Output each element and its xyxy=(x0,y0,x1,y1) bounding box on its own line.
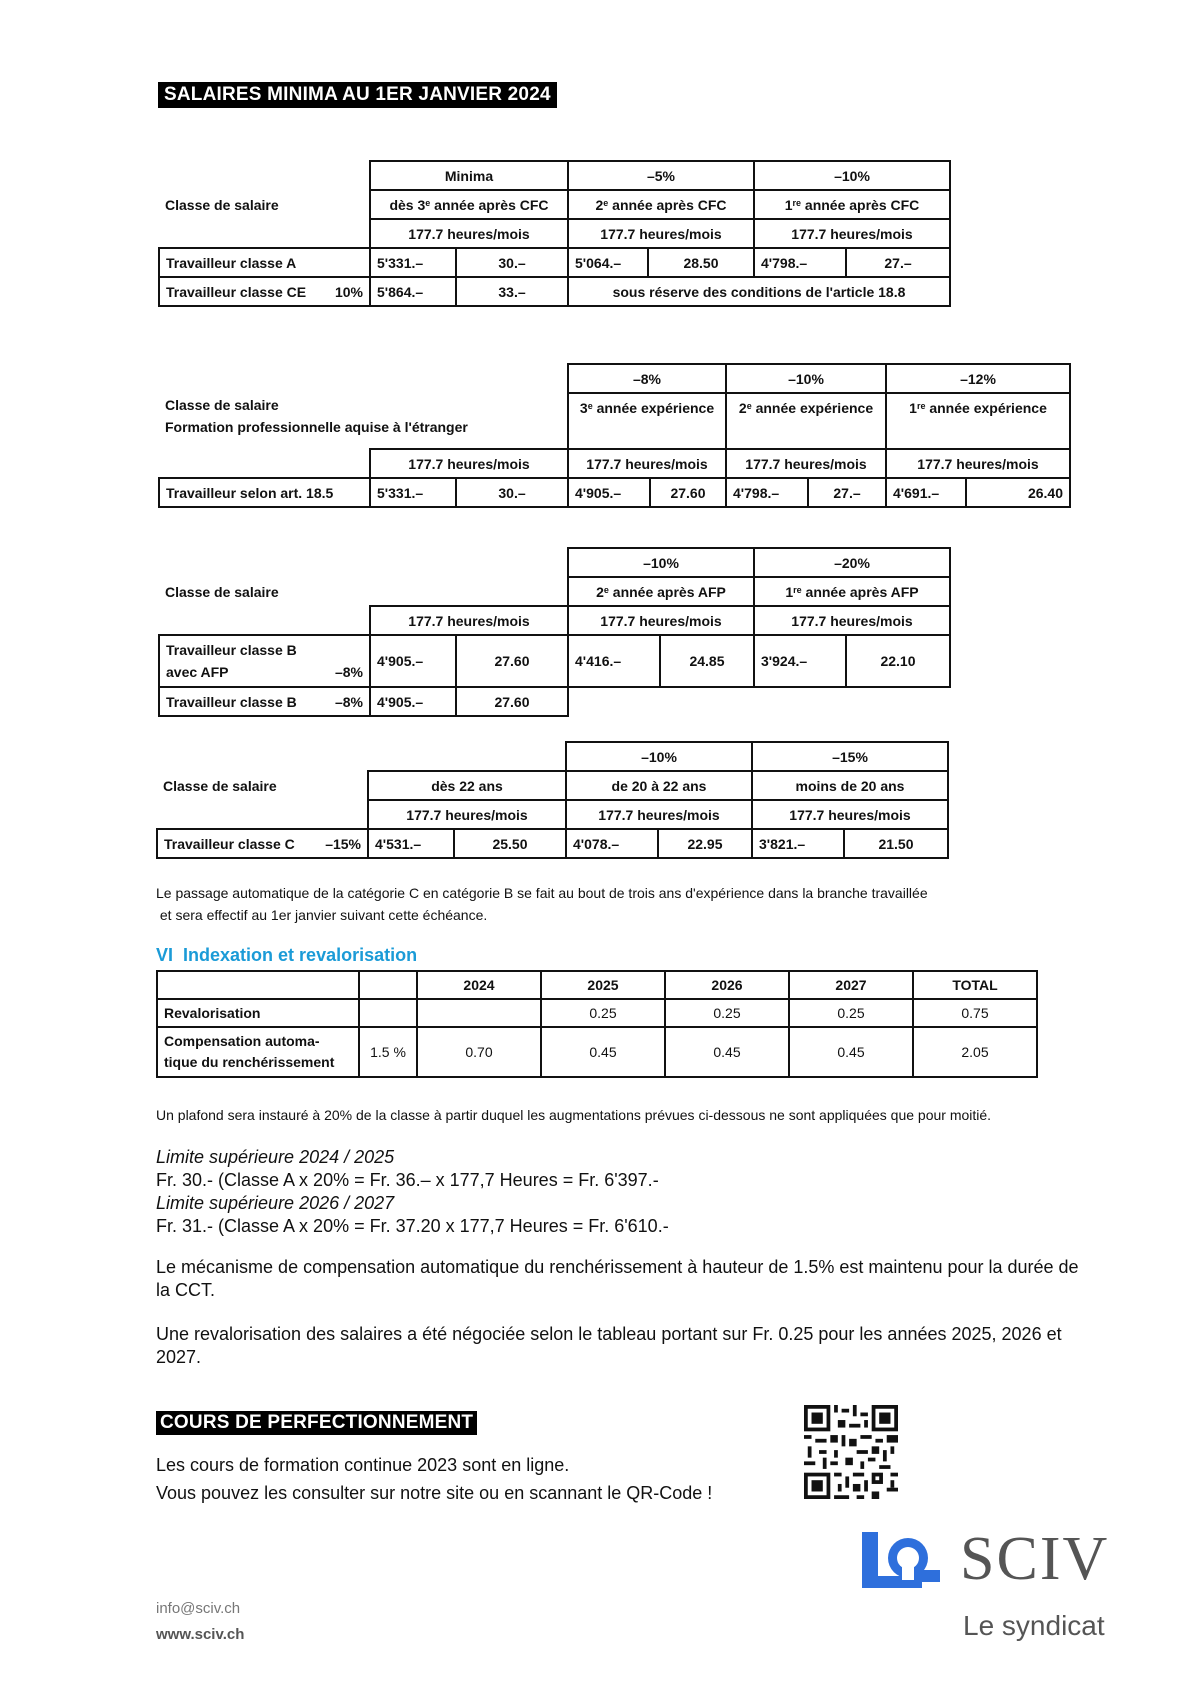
header-minus10: –10% xyxy=(754,161,950,190)
table-row: Travailleur classe A 5'331.– 30.– 5'064.– 28.50 4'798.– 27.– xyxy=(159,248,950,277)
table-class-c: –10% –15% Classe de salaire dès 22 ans de 20 à 22 ans moins de 20 ans 177.7 heures/mois 177.7 heures/mois 177.7 heures/mois Travailleur classe C –15% 4'531.– 25.50 4'078.– 22.95 3'821.– 21.50 xyxy=(156,741,949,859)
header-minus15: –15% xyxy=(752,742,948,771)
qr-code-icon[interactable] xyxy=(804,1405,898,1499)
hours-cell: 177.7 heures/mois xyxy=(370,449,568,478)
hours-cell: 177.7 heures/mois xyxy=(568,449,726,478)
header-minima: Minima xyxy=(370,161,568,190)
hours-cell: 177.7 heures/mois xyxy=(370,219,568,248)
table-row: Travailleur classe B –8% 4'905.– 27.60 xyxy=(159,687,950,716)
logo-subtitle: Le syndicat xyxy=(963,1610,1105,1641)
row-label: Travailleur classe B avec AFP –8% xyxy=(159,635,370,687)
row-label: Travailleur classe B –8% xyxy=(159,687,370,716)
hours-cell: 177.7 heures/mois xyxy=(754,219,950,248)
sub-header-2e: 2e année après CFC xyxy=(568,190,754,219)
sub-header-3e: dès 3e année après CFC xyxy=(370,190,568,219)
header-minus10: –10% xyxy=(566,742,752,771)
row-label: Travailleur classe C –15% xyxy=(157,829,368,858)
header-minus20: –20% xyxy=(754,548,950,577)
header-minus10: –10% xyxy=(726,364,886,393)
footer-website[interactable]: www.sciv.ch xyxy=(156,1626,245,1643)
cours-text: Les cours de formation continue 2023 sont en ligne. Vous pouvez les consulter sur notre site ou en scannant le QR-Code ! xyxy=(156,1455,713,1503)
table-row: Compensation automa- tique du renchérissement 1.5 % 0.70 0.45 0.45 0.45 2.05 xyxy=(157,1027,1037,1077)
paragraph-compensation: Le mécanisme de compensation automatique du renchérissement à hauteur de 1.5% est maintenu pour la durée de la CCT. xyxy=(156,1257,1079,1300)
sciv-logo-icon xyxy=(862,1532,940,1596)
hours-cell: 177.7 heures/mois xyxy=(754,606,950,635)
header-minus10: –10% xyxy=(568,548,754,577)
logo-name: SCIV xyxy=(960,1525,1110,1593)
table-row: Travailleur classe C –15% 4'531.– 25.50 4'078.– 22.95 3'821.– 21.50 xyxy=(157,829,948,858)
section-vi-heading: VI Indexation et revalorisation xyxy=(156,945,418,965)
row-label: Travailleur selon art. 18.5 xyxy=(159,478,370,507)
row-label: Travailleur classe A xyxy=(159,248,370,277)
hours-cell: 177.7 heures/mois xyxy=(566,800,752,829)
table-foreign-training: –8% –10% –12% Classe de salaire Formation professionnelle aquise à l'étranger 3e année expérience 2e année expérience 1re année expérience 177.7 heures/mois 177.7 heures/mois 177.7 heures/mois 177.7 heures/mois Travailleur selon art. 18.5 5'331.– 30.– 4'905.– 27.60 4'798.– 27.– 4'691.– 26.40 xyxy=(158,363,1071,508)
class-label: Classe de salaire xyxy=(165,583,279,600)
page-title: SALAIRES MINIMA AU 1ER JANVIER 2024 xyxy=(158,82,557,108)
hours-cell: 177.7 heures/mois xyxy=(726,449,886,478)
paragraph-revalorisation: Une revalorisation des salaires a été négociée selon le tableau portant sur Fr. 0.25 pour les années 2025, 2026 et 2027. xyxy=(156,1324,1062,1367)
table-row: Revalorisation 0.25 0.25 0.25 0.75 xyxy=(157,999,1037,1027)
table-class-b: –10% –20% Classe de salaire 2e année après AFP 1re année après AFP 177.7 heures/mois 177.7 heures/mois 177.7 heures/mois Travailleur classe B avec AFP –8% 4'905.– 27.60 4'416.– 24.85 3'924.– 22.10 Travailleur classe B –8% 4'905.– 27.60 xyxy=(158,547,951,717)
table-row: Travailleur selon art. 18.5 5'331.– 30.– 4'905.– 27.60 4'798.– 27.– 4'691.– 26.40 xyxy=(159,478,1070,507)
hours-cell: 177.7 heures/mois xyxy=(886,449,1070,478)
class-label: Classe de salaire Formation professionnelle aquise à l'étranger xyxy=(165,397,468,435)
conditions-note: sous réserve des conditions de l'article 18.8 xyxy=(568,277,950,306)
table-row: Travailleur classe B avec AFP –8% 4'905.– 27.60 4'416.– 24.85 3'924.– 22.10 xyxy=(159,635,950,687)
hours-cell: 177.7 heures/mois xyxy=(568,219,754,248)
hours-cell: 177.7 heures/mois xyxy=(752,800,948,829)
class-label: Classe de salaire xyxy=(165,196,279,213)
note-class-c: Le passage automatique de la catégorie C en catégorie B se fait au bout de trois ans d'expérience dans la branche travaillée et sera effectif au 1er janvier suivant cette échéance. xyxy=(156,885,928,923)
limits-block: Limite supérieure 2024 / 2025 Fr. 30.- (Classe A x 20% = Fr. 36.– x 177,7 Heures = Fr. 6'397.- Limite supérieure 2026 / 2027 Fr. 31.- (Classe A x 20% = Fr. 37.20 x 177,7 Heures = Fr. 6'610.- xyxy=(156,1147,669,1236)
header-minus8: –8% xyxy=(568,364,726,393)
class-label: Classe de salaire xyxy=(163,777,277,794)
table-indexation: 2024 2025 2026 2027 TOTAL Revalorisation 0.25 0.25 0.25 0.75 Compensation automa- tique du renchérissement 1.5 % 0.70 0.45 0.45 0.45 2.05 xyxy=(156,970,1038,1078)
header-minus12: –12% xyxy=(886,364,1070,393)
row-label: Travailleur classe CE 10% xyxy=(159,277,370,306)
table-minima-cfc xyxy=(158,160,951,307)
cours-heading: COURS DE PERFECTIONNEMENT xyxy=(156,1411,477,1435)
plafond-note: Un plafond sera instauré à 20% de la classe à partir duquel les augmentations prévues ci-dessous ne sont appliquées que pour moitié. xyxy=(156,1107,992,1123)
sub-header-1re: 1re année après CFC xyxy=(754,190,950,219)
hours-cell: 177.7 heures/mois xyxy=(368,800,566,829)
hours-cell: 177.7 heures/mois xyxy=(568,606,754,635)
header-minus5: –5% xyxy=(568,161,754,190)
table-row: Travailleur classe CE 10% 5'864.– 33.– sous réserve des conditions de l'article 18.8 xyxy=(159,277,950,306)
footer-email[interactable]: info@sciv.ch xyxy=(156,1600,241,1617)
hours-cell: 177.7 heures/mois xyxy=(370,606,568,635)
